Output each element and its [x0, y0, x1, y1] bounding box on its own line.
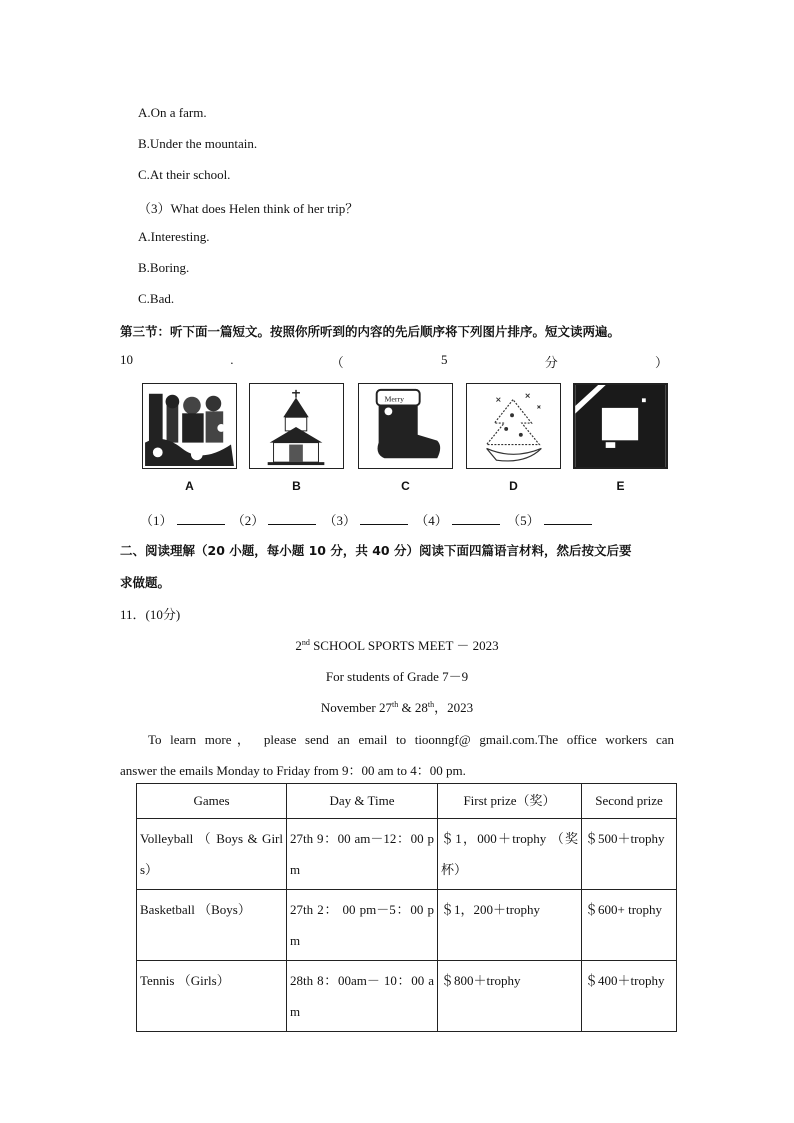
q3-option-b: B.Boring.: [138, 260, 190, 275]
score-part: ）: [654, 355, 668, 370]
picture-label: A: [185, 479, 194, 493]
answer-blank-1[interactable]: [177, 512, 225, 525]
table-header-row: [137, 784, 677, 819]
boot-text: Merry: [384, 394, 404, 404]
blank-label: （3）: [323, 513, 357, 528]
section3-score: [120, 352, 668, 371]
q2-option-a: A.On a farm.: [138, 105, 207, 120]
cell-second-prize: ＄500＋trophy: [582, 819, 677, 890]
blank-label: （4）: [415, 513, 448, 528]
cell-day-time: 27th 9：00 am－12：00 pm: [287, 819, 438, 890]
cell-day-time: 27th 2： 00 pm－5：00 pm: [287, 890, 438, 961]
table-row: [137, 961, 677, 1032]
q3-option-a: A.Interesting.: [138, 229, 210, 244]
q3-question: （3）What does Helen think of her trip？: [138, 201, 359, 216]
answer-blank-2[interactable]: [268, 512, 316, 525]
score-part: .: [230, 352, 234, 367]
picture-e-gift-image: [573, 383, 668, 469]
cell-game: Basketball （Boys）: [137, 890, 287, 961]
score-part: 分: [544, 355, 558, 370]
blank-label: （1）: [140, 513, 173, 528]
cell-game: Tennis （Girls）: [137, 961, 287, 1032]
score-part: 10: [120, 352, 133, 367]
cell-day-time: 28th 8：00am－ 10：00 am: [287, 961, 438, 1032]
picture-c-stocking-image: [358, 383, 453, 469]
picture-row: [140, 383, 670, 493]
q2-option-b: B.Under the mountain.: [138, 136, 258, 151]
header-second-prize: Second prize: [582, 784, 677, 819]
picture-label: C: [401, 479, 410, 493]
table-row: [137, 890, 677, 961]
answer-blank-5[interactable]: [544, 512, 592, 525]
part2-heading: 二、阅读理解（20 小题，每小题 10 分，共 40 分）阅读下面四篇语言材料，然后按文后要: [120, 543, 632, 558]
part2-heading-cont: 求做题。: [120, 575, 171, 590]
q3-option-c: C.Bad.: [138, 291, 175, 306]
q11-number: 11．(10分): [120, 607, 181, 622]
header-games: Games: [137, 784, 287, 819]
picture-a-family-image: [142, 383, 237, 469]
blank-label: （5）: [507, 513, 540, 528]
score-part: 5: [440, 352, 448, 367]
table-row: [137, 819, 677, 890]
score-part: （: [330, 355, 344, 370]
answer-blank-4[interactable]: [452, 512, 500, 525]
picture-label: D: [509, 479, 518, 493]
answer-blank-3[interactable]: [360, 512, 408, 525]
picture-b-church-image: [249, 383, 344, 469]
picture-label: B: [292, 479, 301, 493]
cell-second-prize: ＄400＋trophy: [582, 961, 677, 1032]
cell-game: Volleyball （ Boys & Girls）: [137, 819, 287, 890]
email-paragraph-cont: answer the emails Monday to Friday from 9：00 am to 4：00 pm.: [120, 763, 466, 778]
q2-option-c: C.At their school.: [138, 167, 231, 182]
blank-label: （2）: [231, 513, 265, 528]
email-paragraph: To learn more， please send an email to tioonngf@ gmail.com.The office workers can: [148, 732, 674, 747]
event-date: November 27th & 28th，2023: [320, 700, 474, 715]
event-title: 2nd SCHOOL SPORTS MEET － 2023: [295, 638, 499, 653]
cell-second-prize: ＄600+ trophy: [582, 890, 677, 961]
header-day-time: Day & Time: [287, 784, 438, 819]
event-subtitle: For students of Grade 7－9: [325, 669, 469, 684]
picture-label: E: [616, 479, 625, 493]
picture-d-tree-image: [466, 383, 561, 469]
section3-instruction: 第三节：听下面一篇短文。按照你所听到的内容的先后顺序将下列图片排序。短文读两遍。: [120, 324, 621, 339]
header-first-prize: First prize（奖）: [438, 784, 582, 819]
cell-first-prize: ＄1，000＋trophy （奖杯）: [438, 819, 582, 890]
prize-table: [136, 783, 677, 1032]
cell-first-prize: ＄800＋trophy: [438, 961, 582, 1032]
cell-first-prize: ＄1，200＋trophy: [438, 890, 582, 961]
answer-blanks: [140, 510, 596, 529]
